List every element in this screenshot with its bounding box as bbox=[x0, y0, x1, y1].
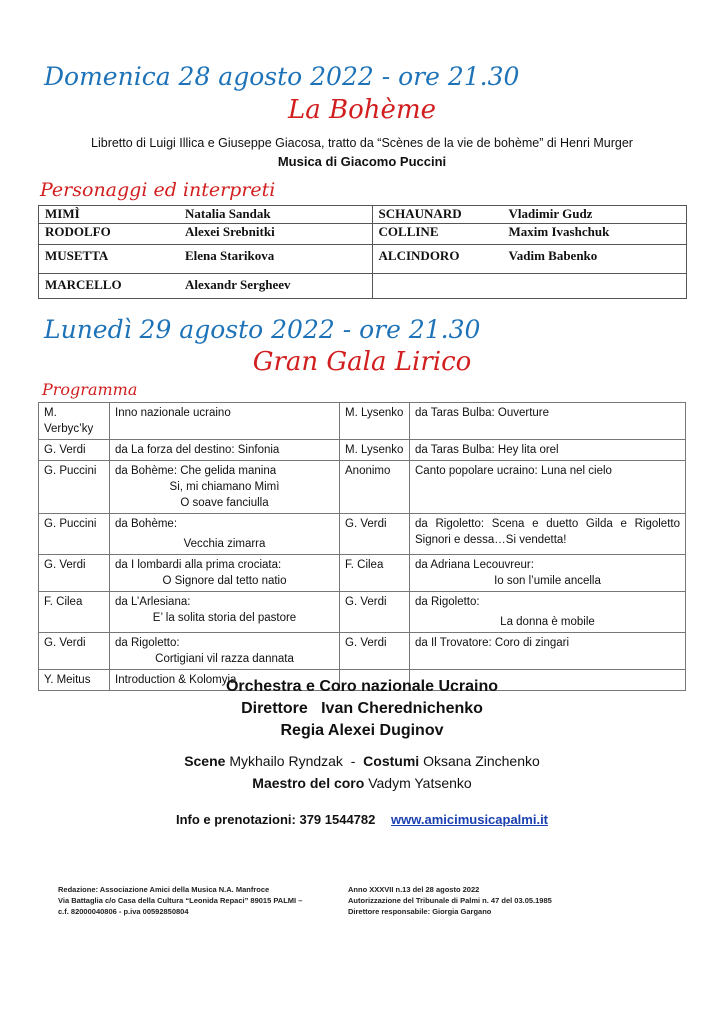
scene-label: Scene bbox=[184, 753, 226, 769]
cast-role: RODOLFO bbox=[45, 224, 111, 239]
footer-line: Autorizzazione del Tribunale di Palmi n. 47 del 03.05.1985 bbox=[348, 896, 552, 905]
orchestra-line: Orchestra e Coro nazionale Ucraino bbox=[225, 678, 499, 695]
scene-costumes-line bbox=[0, 750, 724, 772]
composer-right: G. Verdi bbox=[340, 514, 410, 555]
piece-left bbox=[110, 555, 340, 592]
chorus-name: Vadym Yatsenko bbox=[368, 775, 472, 791]
piece-left: da La forza del destino: Sinfonia bbox=[110, 440, 340, 461]
event1-title: La Bohème bbox=[288, 95, 436, 125]
cast-role: COLLINE bbox=[378, 224, 439, 239]
cast-cell bbox=[372, 245, 686, 274]
cast-cell bbox=[372, 224, 686, 245]
piece-line: O Signore dal tetto natio bbox=[162, 575, 287, 587]
program-row bbox=[39, 555, 686, 592]
composer-left: G. Puccini bbox=[39, 514, 110, 555]
piece-left: Inno nazionale ucraino bbox=[110, 403, 340, 440]
separator: - bbox=[350, 753, 356, 769]
program-row bbox=[39, 440, 686, 461]
footer-line: Via Battaglia c/o Casa della Cultura “Leonida Repaci” 89015 PALMI – bbox=[58, 896, 303, 905]
piece-line: da Adriana Lecouvreur: bbox=[415, 559, 534, 571]
cast-cell bbox=[372, 274, 686, 299]
composer-left: F. Cilea bbox=[39, 592, 110, 633]
cast-singer: Vadim Babenko bbox=[508, 248, 598, 263]
conductor-line: Direttore Ivan Cherednichenko bbox=[241, 700, 483, 717]
composer-left: G. Verdi bbox=[39, 555, 110, 592]
program-heading: Programma bbox=[42, 380, 138, 399]
composer-left: G. Verdi bbox=[39, 633, 110, 670]
cast-cell bbox=[39, 224, 373, 245]
event1-date: Domenica 28 agosto 2022 - ore 21.30 bbox=[44, 62, 520, 91]
piece-line: Si, mi chiamano Mimì bbox=[169, 481, 280, 493]
event2-date: Lunedì 29 agosto 2022 - ore 21.30 bbox=[44, 315, 481, 344]
director-line: Regia Alexei Duginov bbox=[280, 722, 444, 739]
composer-right: G. Verdi bbox=[340, 592, 410, 633]
cast-singer: Vladimir Gudz bbox=[508, 206, 593, 221]
footer-registration bbox=[348, 884, 552, 917]
costumes-label: Costumi bbox=[363, 753, 420, 769]
piece-right bbox=[410, 592, 686, 633]
piece-line: O soave fanciulla bbox=[180, 497, 269, 509]
piece-line: Cortigiani vil razza dannata bbox=[155, 653, 294, 665]
cast-singer: Alexandr Sergheev bbox=[185, 277, 291, 292]
cast-cell bbox=[39, 274, 373, 299]
cast-singer: Natalia Sandak bbox=[185, 206, 271, 221]
info-text: Info e prenotazioni: 379 1544782 bbox=[175, 812, 376, 827]
cast-singer: Elena Starikova bbox=[185, 248, 275, 263]
cast-heading: Personaggi ed interpreti bbox=[40, 179, 276, 201]
cast-singer: Alexei Srebnitki bbox=[185, 224, 275, 239]
piece-right: da Il Trovatore: Coro di zingari bbox=[410, 633, 686, 670]
cast-role: MIMÌ bbox=[45, 206, 80, 221]
piece-left bbox=[110, 461, 340, 514]
composer-left: M. Verbyc’ky bbox=[39, 403, 110, 440]
cast-table bbox=[38, 205, 687, 299]
composer-left: Y. Meitus bbox=[39, 670, 110, 691]
cast-row bbox=[39, 224, 687, 245]
composer-left: G. Verdi bbox=[39, 440, 110, 461]
performers-block bbox=[0, 676, 724, 742]
piece-line: Vecchia zimarra bbox=[183, 538, 266, 550]
piece-line: da Bohème: Che gelida manina bbox=[115, 465, 277, 477]
piece-line: da Bohème: bbox=[115, 518, 178, 530]
piece-line: da Rigoletto: bbox=[115, 637, 180, 649]
piece-left bbox=[110, 633, 340, 670]
piece-line: da I lombardi alla prima crociata: bbox=[115, 559, 282, 571]
cast-role: MARCELLO bbox=[45, 277, 122, 292]
footer-line: Direttore responsabile: Giorgia Gargano bbox=[348, 907, 492, 916]
libretto-credit: Libretto di Luigi Illica e Giuseppe Giacosa, tratto da “Scènes de la vie de bohème” di Henri Murger bbox=[91, 136, 633, 150]
event2-title: Gran Gala Lirico bbox=[252, 347, 472, 377]
footer-editorial bbox=[58, 884, 302, 917]
program-row bbox=[39, 403, 686, 440]
piece-line: Io son l’umile ancella bbox=[494, 575, 601, 587]
piece-right: da Taras Bulba: Ouverture bbox=[410, 403, 686, 440]
cast-cell bbox=[372, 206, 686, 224]
scene-name: Mykhailo Ryndzak bbox=[229, 753, 343, 769]
chorus-master-line bbox=[0, 772, 724, 794]
cast-role: MUSETTA bbox=[45, 248, 109, 263]
music-credit: Musica di Giacomo Puccini bbox=[277, 154, 447, 169]
piece-right: Canto popolare ucraino: Luna nel cielo bbox=[410, 461, 686, 514]
program-row bbox=[39, 514, 686, 555]
program-table bbox=[38, 402, 686, 691]
website-link[interactable]: www.amicimusicapalmi.it bbox=[391, 812, 549, 827]
composer-right: M. Lysenko bbox=[340, 440, 410, 461]
composer-left: G. Puccini bbox=[39, 461, 110, 514]
piece-left bbox=[110, 514, 340, 555]
piece-line: da Rigoletto: bbox=[415, 596, 480, 608]
composer-right: G. Verdi bbox=[340, 633, 410, 670]
composer-right: Anonimo bbox=[340, 461, 410, 514]
composer-right: M. Lysenko bbox=[340, 403, 410, 440]
piece-line: da L’Arlesiana: bbox=[115, 596, 191, 608]
cast-row bbox=[39, 274, 687, 299]
piece-right bbox=[410, 555, 686, 592]
info-line bbox=[0, 812, 724, 827]
program-row bbox=[39, 461, 686, 514]
composer-right: F. Cilea bbox=[340, 555, 410, 592]
piece-right: da Rigoletto: Scena e duetto Gilda e Rigoletto Signori e dessa…Si vendetta! bbox=[410, 514, 686, 555]
cast-row bbox=[39, 206, 687, 224]
cast-role: SCHAUNARD bbox=[378, 206, 462, 221]
footer-line: Redazione: Associazione Amici della Musica N.A. Manfroce bbox=[58, 885, 270, 894]
program-row bbox=[39, 633, 686, 670]
piece-line: E’ la solita storia del pastore bbox=[152, 612, 297, 624]
footer-line: Anno XXXVII n.13 del 28 agosto 2022 bbox=[348, 885, 480, 894]
cast-singer: Maxim Ivashchuk bbox=[508, 224, 610, 239]
cast-row bbox=[39, 245, 687, 274]
footer-line: c.f. 82000040806 - p.iva 00592850804 bbox=[58, 907, 189, 916]
cast-cell bbox=[39, 245, 373, 274]
cast-cell bbox=[39, 206, 373, 224]
cast-role: ALCINDORO bbox=[378, 248, 460, 263]
piece-line: La donna è mobile bbox=[500, 616, 595, 628]
piece-left bbox=[110, 592, 340, 633]
program-row bbox=[39, 592, 686, 633]
chorus-label: Maestro del coro bbox=[252, 775, 365, 791]
piece-left: Introduction & Kolomyja bbox=[110, 670, 340, 691]
piece-right: da Taras Bulba: Hey lita orel bbox=[410, 440, 686, 461]
costumes-name: Oksana Zinchenko bbox=[423, 753, 540, 769]
credits-block bbox=[0, 750, 724, 794]
